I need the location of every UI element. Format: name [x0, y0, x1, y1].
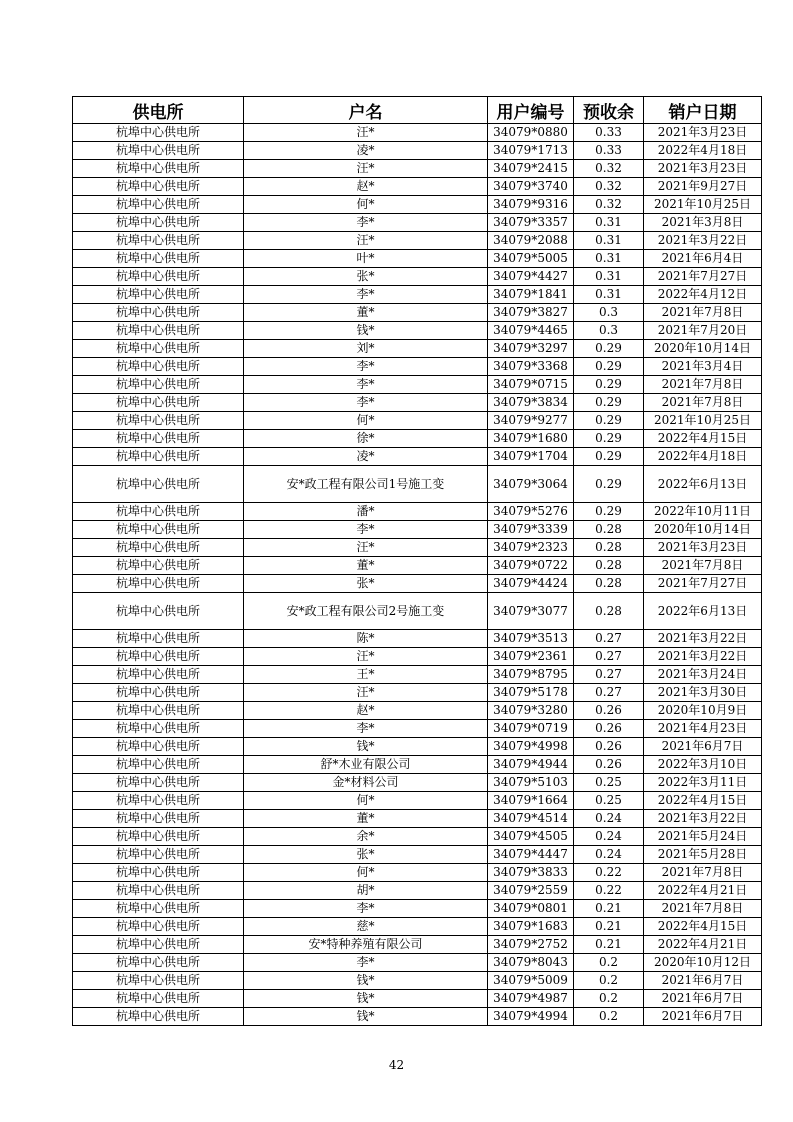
table-row	[73, 774, 762, 792]
table-row	[73, 214, 762, 232]
account-name-cell: 何*	[244, 864, 488, 882]
station-cell: 杭埠中心供电所	[73, 286, 244, 304]
header-station: 供电所	[73, 97, 244, 124]
table-row	[73, 250, 762, 268]
closure-date-cell: 2021年10月25日	[644, 412, 762, 430]
prepaid-balance-cell: 0.2	[574, 954, 644, 972]
table-row	[73, 322, 762, 340]
station-cell: 杭埠中心供电所	[73, 557, 244, 575]
closure-date-cell: 2021年7月8日	[644, 394, 762, 412]
table-row	[73, 521, 762, 539]
table-row	[73, 738, 762, 756]
account-number-cell: 34079*9277	[488, 412, 574, 430]
closure-date-cell: 2021年7月27日	[644, 268, 762, 286]
prepaid-balance-cell: 0.29	[574, 412, 644, 430]
account-number-cell: 34079*5005	[488, 250, 574, 268]
table-row	[73, 466, 762, 503]
account-name-cell: 钱*	[244, 990, 488, 1008]
closure-date-cell: 2022年4月21日	[644, 936, 762, 954]
station-cell: 杭埠中心供电所	[73, 196, 244, 214]
closure-date-cell: 2020年10月14日	[644, 521, 762, 539]
table-row	[73, 160, 762, 178]
station-cell: 杭埠中心供电所	[73, 648, 244, 666]
prepaid-balance-cell: 0.28	[574, 557, 644, 575]
station-cell: 杭埠中心供电所	[73, 720, 244, 738]
account-number-cell: 34079*8043	[488, 954, 574, 972]
station-cell: 杭埠中心供电所	[73, 1008, 244, 1026]
closure-date-cell: 2022年4月15日	[644, 792, 762, 810]
prepaid-balance-cell: 0.28	[574, 575, 644, 593]
account-number-cell: 34079*4427	[488, 268, 574, 286]
prepaid-balance-cell: 0.2	[574, 990, 644, 1008]
station-cell: 杭埠中心供电所	[73, 394, 244, 412]
closure-date-cell: 2022年4月12日	[644, 286, 762, 304]
table-row	[73, 1008, 762, 1026]
closure-date-cell: 2021年7月8日	[644, 376, 762, 394]
station-cell: 杭埠中心供电所	[73, 340, 244, 358]
account-name-cell: 王*	[244, 666, 488, 684]
account-number-cell: 34079*3740	[488, 178, 574, 196]
station-cell: 杭埠中心供电所	[73, 503, 244, 521]
account-name-cell: 凌*	[244, 448, 488, 466]
account-name-cell: 赵*	[244, 702, 488, 720]
closure-date-cell: 2021年5月24日	[644, 828, 762, 846]
table-row	[73, 882, 762, 900]
station-cell: 杭埠中心供电所	[73, 792, 244, 810]
closure-date-cell: 2021年3月23日	[644, 124, 762, 142]
prepaid-balance-cell: 0.27	[574, 666, 644, 684]
account-name-cell: 汪*	[244, 232, 488, 250]
table-row	[73, 124, 762, 142]
prepaid-balance-cell: 0.2	[574, 972, 644, 990]
account-closure-table	[72, 96, 762, 1026]
account-name-cell: 安*政工程有限公司1号施工变	[244, 466, 488, 503]
account-number-cell: 34079*8795	[488, 666, 574, 684]
account-name-cell: 潘*	[244, 503, 488, 521]
station-cell: 杭埠中心供电所	[73, 304, 244, 322]
account-name-cell: 李*	[244, 214, 488, 232]
prepaid-balance-cell: 0.29	[574, 340, 644, 358]
account-name-cell: 李*	[244, 954, 488, 972]
closure-date-cell: 2021年5月28日	[644, 846, 762, 864]
prepaid-balance-cell: 0.26	[574, 756, 644, 774]
account-number-cell: 34079*5103	[488, 774, 574, 792]
table-row	[73, 630, 762, 648]
account-number-cell: 34079*4505	[488, 828, 574, 846]
prepaid-balance-cell: 0.24	[574, 846, 644, 864]
prepaid-balance-cell: 0.31	[574, 214, 644, 232]
station-cell: 杭埠中心供电所	[73, 412, 244, 430]
prepaid-balance-cell: 0.22	[574, 882, 644, 900]
prepaid-balance-cell: 0.31	[574, 268, 644, 286]
header-account-name: 户名	[244, 97, 488, 124]
account-name-cell: 李*	[244, 286, 488, 304]
prepaid-balance-cell: 0.28	[574, 521, 644, 539]
station-cell: 杭埠中心供电所	[73, 864, 244, 882]
table-row	[73, 684, 762, 702]
account-name-cell: 安*特种养殖有限公司	[244, 936, 488, 954]
table-row	[73, 539, 762, 557]
account-name-cell: 赵*	[244, 178, 488, 196]
prepaid-balance-cell: 0.24	[574, 810, 644, 828]
account-number-cell: 34079*0719	[488, 720, 574, 738]
closure-date-cell: 2022年4月18日	[644, 142, 762, 160]
station-cell: 杭埠中心供电所	[73, 358, 244, 376]
table-row	[73, 810, 762, 828]
account-name-cell: 胡*	[244, 882, 488, 900]
closure-date-cell: 2022年3月11日	[644, 774, 762, 792]
account-number-cell: 34079*2088	[488, 232, 574, 250]
account-name-cell: 陈*	[244, 630, 488, 648]
closure-date-cell: 2021年7月8日	[644, 864, 762, 882]
table-row	[73, 340, 762, 358]
prepaid-balance-cell: 0.29	[574, 466, 644, 503]
prepaid-balance-cell: 0.32	[574, 196, 644, 214]
account-name-cell: 安*政工程有限公司2号施工变	[244, 593, 488, 630]
account-number-cell: 34079*1704	[488, 448, 574, 466]
station-cell: 杭埠中心供电所	[73, 810, 244, 828]
prepaid-balance-cell: 0.28	[574, 593, 644, 630]
account-number-cell: 34079*4944	[488, 756, 574, 774]
table-row	[73, 900, 762, 918]
account-name-cell: 何*	[244, 196, 488, 214]
table-row	[73, 286, 762, 304]
station-cell: 杭埠中心供电所	[73, 376, 244, 394]
prepaid-balance-cell: 0.32	[574, 160, 644, 178]
station-cell: 杭埠中心供电所	[73, 124, 244, 142]
station-cell: 杭埠中心供电所	[73, 322, 244, 340]
account-number-cell: 34079*3297	[488, 340, 574, 358]
prepaid-balance-cell: 0.31	[574, 286, 644, 304]
station-cell: 杭埠中心供电所	[73, 250, 244, 268]
table-row	[73, 268, 762, 286]
closure-date-cell: 2021年6月7日	[644, 1008, 762, 1026]
closure-date-cell: 2021年3月22日	[644, 232, 762, 250]
prepaid-balance-cell: 0.26	[574, 738, 644, 756]
account-number-cell: 34079*2361	[488, 648, 574, 666]
account-name-cell: 钱*	[244, 322, 488, 340]
closure-date-cell: 2021年3月4日	[644, 358, 762, 376]
account-number-cell: 34079*3833	[488, 864, 574, 882]
account-name-cell: 叶*	[244, 250, 488, 268]
account-number-cell: 34079*0880	[488, 124, 574, 142]
closure-date-cell: 2021年7月8日	[644, 304, 762, 322]
account-number-cell: 34079*3077	[488, 593, 574, 630]
header-closure-date: 销户日期	[644, 97, 762, 124]
table-row	[73, 142, 762, 160]
account-name-cell: 董*	[244, 810, 488, 828]
closure-date-cell: 2021年3月23日	[644, 539, 762, 557]
closure-date-cell: 2021年7月8日	[644, 557, 762, 575]
station-cell: 杭埠中心供电所	[73, 232, 244, 250]
table-header-row	[73, 97, 762, 124]
table-row	[73, 412, 762, 430]
closure-date-cell: 2021年3月22日	[644, 648, 762, 666]
page-number: 42	[388, 1058, 405, 1072]
table-row	[73, 358, 762, 376]
closure-date-cell: 2022年4月15日	[644, 918, 762, 936]
account-number-cell: 34079*3357	[488, 214, 574, 232]
account-number-cell: 34079*3339	[488, 521, 574, 539]
account-number-cell: 34079*1683	[488, 918, 574, 936]
account-number-cell: 34079*3368	[488, 358, 574, 376]
account-number-cell: 34079*3827	[488, 304, 574, 322]
table-row	[73, 828, 762, 846]
account-number-cell: 34079*4998	[488, 738, 574, 756]
closure-date-cell: 2022年3月10日	[644, 756, 762, 774]
prepaid-balance-cell: 0.22	[574, 864, 644, 882]
prepaid-balance-cell: 0.29	[574, 394, 644, 412]
station-cell: 杭埠中心供电所	[73, 178, 244, 196]
station-cell: 杭埠中心供电所	[73, 900, 244, 918]
table-row	[73, 503, 762, 521]
station-cell: 杭埠中心供电所	[73, 666, 244, 684]
station-cell: 杭埠中心供电所	[73, 142, 244, 160]
account-number-cell: 34079*0715	[488, 376, 574, 394]
station-cell: 杭埠中心供电所	[73, 466, 244, 503]
table-row	[73, 448, 762, 466]
account-name-cell: 李*	[244, 900, 488, 918]
prepaid-balance-cell: 0.31	[574, 250, 644, 268]
table-row	[73, 846, 762, 864]
account-name-cell: 董*	[244, 557, 488, 575]
station-cell: 杭埠中心供电所	[73, 539, 244, 557]
header-account-number: 用户编号	[488, 97, 574, 124]
station-cell: 杭埠中心供电所	[73, 846, 244, 864]
account-number-cell: 34079*9316	[488, 196, 574, 214]
closure-date-cell: 2021年4月23日	[644, 720, 762, 738]
prepaid-balance-cell: 0.29	[574, 376, 644, 394]
closure-date-cell: 2021年10月25日	[644, 196, 762, 214]
account-number-cell: 34079*1664	[488, 792, 574, 810]
station-cell: 杭埠中心供电所	[73, 738, 244, 756]
table-row	[73, 972, 762, 990]
closure-date-cell: 2021年7月8日	[644, 900, 762, 918]
prepaid-balance-cell: 0.26	[574, 720, 644, 738]
closure-date-cell: 2022年6月13日	[644, 593, 762, 630]
station-cell: 杭埠中心供电所	[73, 575, 244, 593]
table-row	[73, 196, 762, 214]
account-name-cell: 金*材料公司	[244, 774, 488, 792]
account-name-cell: 余*	[244, 828, 488, 846]
account-number-cell: 34079*2415	[488, 160, 574, 178]
table-row	[73, 720, 762, 738]
closure-date-cell: 2021年7月20日	[644, 322, 762, 340]
closure-date-cell: 2020年10月9日	[644, 702, 762, 720]
station-cell: 杭埠中心供电所	[73, 214, 244, 232]
table-row	[73, 304, 762, 322]
closure-date-cell: 2021年3月22日	[644, 810, 762, 828]
account-name-cell: 李*	[244, 376, 488, 394]
account-name-cell: 徐*	[244, 430, 488, 448]
header-prepaid-balance: 预收余	[574, 97, 644, 124]
station-cell: 杭埠中心供电所	[73, 593, 244, 630]
table-row	[73, 666, 762, 684]
prepaid-balance-cell: 0.33	[574, 124, 644, 142]
closure-date-cell: 2022年10月11日	[644, 503, 762, 521]
closure-date-cell: 2022年4月21日	[644, 882, 762, 900]
account-number-cell: 34079*5009	[488, 972, 574, 990]
prepaid-balance-cell: 0.29	[574, 448, 644, 466]
table-row	[73, 232, 762, 250]
closure-date-cell: 2021年6月4日	[644, 250, 762, 268]
station-cell: 杭埠中心供电所	[73, 972, 244, 990]
station-cell: 杭埠中心供电所	[73, 918, 244, 936]
table-row	[73, 593, 762, 630]
prepaid-balance-cell: 0.27	[574, 630, 644, 648]
table-row	[73, 702, 762, 720]
account-name-cell: 汪*	[244, 160, 488, 178]
prepaid-balance-cell: 0.21	[574, 918, 644, 936]
prepaid-balance-cell: 0.26	[574, 702, 644, 720]
station-cell: 杭埠中心供电所	[73, 702, 244, 720]
prepaid-balance-cell: 0.25	[574, 792, 644, 810]
table-row	[73, 394, 762, 412]
account-name-cell: 钱*	[244, 738, 488, 756]
account-number-cell: 34079*1713	[488, 142, 574, 160]
station-cell: 杭埠中心供电所	[73, 448, 244, 466]
table-row	[73, 178, 762, 196]
prepaid-balance-cell: 0.3	[574, 322, 644, 340]
closure-date-cell: 2020年10月14日	[644, 340, 762, 358]
closure-date-cell: 2021年7月27日	[644, 575, 762, 593]
table-row	[73, 792, 762, 810]
account-number-cell: 34079*4465	[488, 322, 574, 340]
table-body	[73, 124, 762, 1026]
account-number-cell: 34079*4987	[488, 990, 574, 1008]
account-name-cell: 舒*木业有限公司	[244, 756, 488, 774]
closure-date-cell: 2021年3月30日	[644, 684, 762, 702]
account-number-cell: 34079*2559	[488, 882, 574, 900]
account-name-cell: 汪*	[244, 539, 488, 557]
account-number-cell: 34079*4994	[488, 1008, 574, 1026]
prepaid-balance-cell: 0.27	[574, 684, 644, 702]
station-cell: 杭埠中心供电所	[73, 954, 244, 972]
prepaid-balance-cell: 0.29	[574, 358, 644, 376]
closure-date-cell: 2021年3月24日	[644, 666, 762, 684]
prepaid-balance-cell: 0.25	[574, 774, 644, 792]
table-row	[73, 557, 762, 575]
account-name-cell: 李*	[244, 394, 488, 412]
account-number-cell: 34079*4514	[488, 810, 574, 828]
account-number-cell: 34079*3513	[488, 630, 574, 648]
account-number-cell: 34079*2752	[488, 936, 574, 954]
prepaid-balance-cell: 0.3	[574, 304, 644, 322]
account-name-cell: 慈*	[244, 918, 488, 936]
table-row	[73, 648, 762, 666]
table-row	[73, 376, 762, 394]
closure-date-cell: 2021年6月7日	[644, 990, 762, 1008]
prepaid-balance-cell: 0.32	[574, 178, 644, 196]
account-number-cell: 34079*2323	[488, 539, 574, 557]
station-cell: 杭埠中心供电所	[73, 756, 244, 774]
account-number-cell: 34079*0801	[488, 900, 574, 918]
prepaid-balance-cell: 0.21	[574, 936, 644, 954]
station-cell: 杭埠中心供电所	[73, 160, 244, 178]
prepaid-balance-cell: 0.31	[574, 232, 644, 250]
account-name-cell: 汪*	[244, 124, 488, 142]
account-name-cell: 刘*	[244, 340, 488, 358]
table-row	[73, 575, 762, 593]
account-name-cell: 何*	[244, 792, 488, 810]
closure-date-cell: 2020年10月12日	[644, 954, 762, 972]
account-name-cell: 张*	[244, 846, 488, 864]
closure-date-cell: 2021年9月27日	[644, 178, 762, 196]
account-name-cell: 钱*	[244, 1008, 488, 1026]
station-cell: 杭埠中心供电所	[73, 268, 244, 286]
prepaid-balance-cell: 0.27	[574, 648, 644, 666]
account-number-cell: 34079*5178	[488, 684, 574, 702]
prepaid-balance-cell: 0.21	[574, 900, 644, 918]
account-name-cell: 凌*	[244, 142, 488, 160]
account-number-cell: 34079*0722	[488, 557, 574, 575]
prepaid-balance-cell: 0.2	[574, 1008, 644, 1026]
account-number-cell: 34079*3064	[488, 466, 574, 503]
closure-date-cell: 2021年6月7日	[644, 972, 762, 990]
closure-date-cell: 2022年6月13日	[644, 466, 762, 503]
account-name-cell: 张*	[244, 575, 488, 593]
account-number-cell: 34079*4447	[488, 846, 574, 864]
prepaid-balance-cell: 0.24	[574, 828, 644, 846]
station-cell: 杭埠中心供电所	[73, 521, 244, 539]
account-name-cell: 汪*	[244, 684, 488, 702]
closure-date-cell: 2021年6月7日	[644, 738, 762, 756]
closure-date-cell: 2022年4月18日	[644, 448, 762, 466]
station-cell: 杭埠中心供电所	[73, 882, 244, 900]
account-name-cell: 李*	[244, 358, 488, 376]
prepaid-balance-cell: 0.29	[574, 430, 644, 448]
account-name-cell: 汪*	[244, 648, 488, 666]
account-number-cell: 34079*4424	[488, 575, 574, 593]
prepaid-balance-cell: 0.29	[574, 503, 644, 521]
closure-date-cell: 2021年3月23日	[644, 160, 762, 178]
station-cell: 杭埠中心供电所	[73, 684, 244, 702]
closure-date-cell: 2021年3月22日	[644, 630, 762, 648]
table-row	[73, 430, 762, 448]
table-row	[73, 936, 762, 954]
account-name-cell: 李*	[244, 521, 488, 539]
station-cell: 杭埠中心供电所	[73, 990, 244, 1008]
station-cell: 杭埠中心供电所	[73, 936, 244, 954]
account-name-cell: 李*	[244, 720, 488, 738]
account-name-cell: 张*	[244, 268, 488, 286]
prepaid-balance-cell: 0.33	[574, 142, 644, 160]
account-name-cell: 钱*	[244, 972, 488, 990]
station-cell: 杭埠中心供电所	[73, 630, 244, 648]
account-number-cell: 34079*3280	[488, 702, 574, 720]
station-cell: 杭埠中心供电所	[73, 828, 244, 846]
account-name-cell: 董*	[244, 304, 488, 322]
table-row	[73, 990, 762, 1008]
station-cell: 杭埠中心供电所	[73, 774, 244, 792]
account-number-cell: 34079*3834	[488, 394, 574, 412]
table-row	[73, 954, 762, 972]
closure-date-cell: 2022年4月15日	[644, 430, 762, 448]
table-row	[73, 756, 762, 774]
station-cell: 杭埠中心供电所	[73, 430, 244, 448]
table-row	[73, 918, 762, 936]
table-row	[73, 864, 762, 882]
account-number-cell: 34079*1680	[488, 430, 574, 448]
account-number-cell: 34079*5276	[488, 503, 574, 521]
account-name-cell: 何*	[244, 412, 488, 430]
account-number-cell: 34079*1841	[488, 286, 574, 304]
closure-date-cell: 2021年3月8日	[644, 214, 762, 232]
prepaid-balance-cell: 0.28	[574, 539, 644, 557]
